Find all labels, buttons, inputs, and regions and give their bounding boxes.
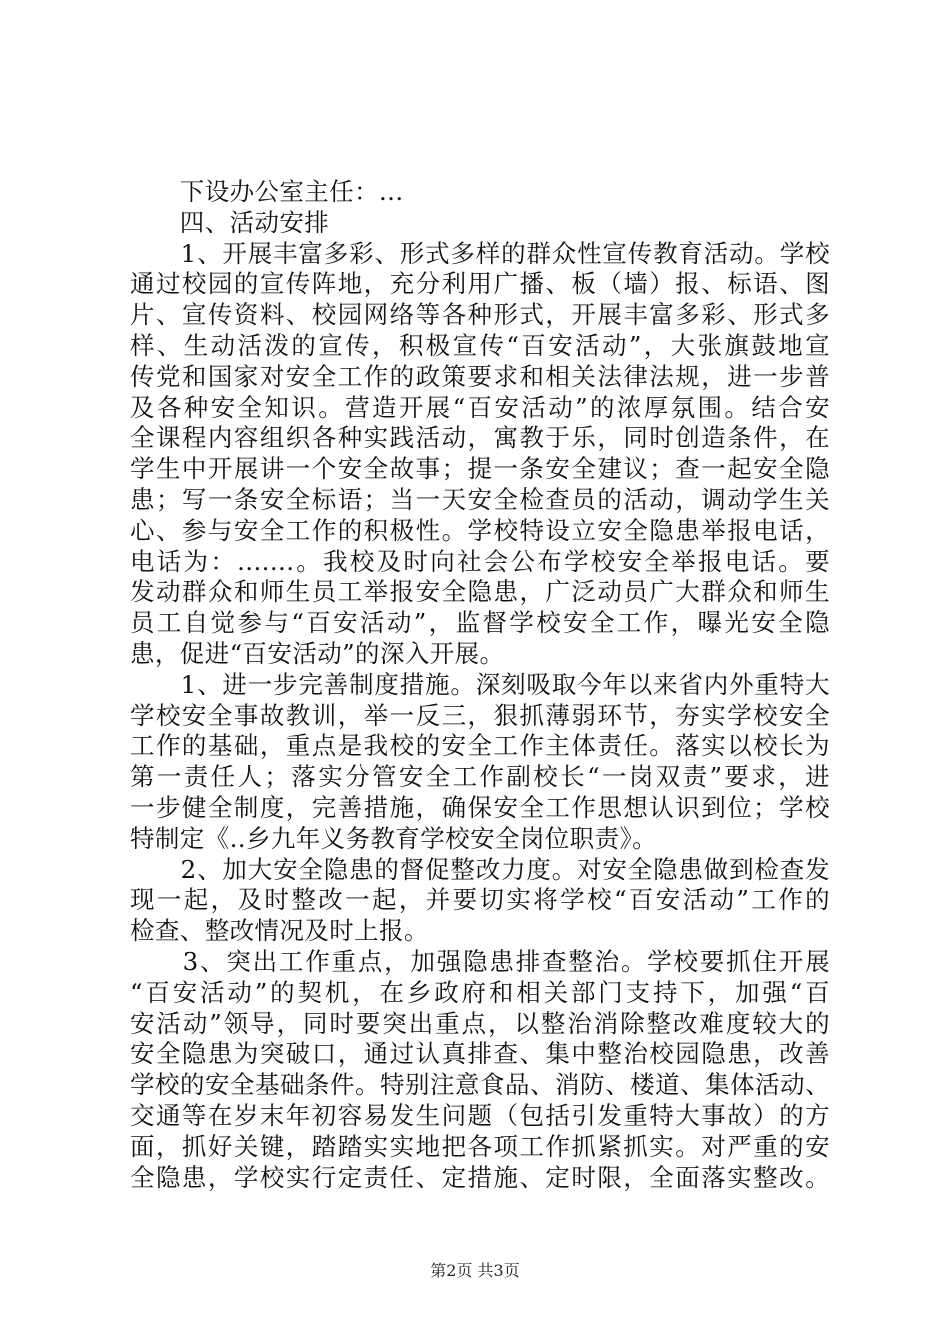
text-line: 1、进一步完善制度措施。深刻吸取今年以来省内外重特大 bbox=[130, 669, 830, 699]
text-line: 2、加大安全隐患的督促整改力度。对安全隐患做到检查发 bbox=[130, 854, 830, 884]
text-line: 学校的安全基础条件。特别注意食品、消防、楼道、集体活动、 bbox=[130, 1070, 830, 1100]
text-line: 交通等在岁末年初容易发生问题（包括引发重特大事故）的方 bbox=[130, 1100, 830, 1130]
text-line: 学校安全事故教训，举一反三，狠抓薄弱环节，夯实学校安全 bbox=[130, 700, 830, 730]
text-line: 四、活动安排 bbox=[130, 207, 330, 237]
text-line: 传党和国家对安全工作的政策要求和相关法律法规，进一步普 bbox=[130, 361, 830, 391]
text-line: 面，抓好关键，踏踏实实地把各项工作抓紧抓实。对严重的安 bbox=[130, 1131, 830, 1161]
text-line: “百安活动”的契机，在乡政府和相关部门支持下，加强“百 bbox=[130, 977, 830, 1007]
text-line: 现一起，及时整改一起，并要切实将学校“百安活动”工作的 bbox=[130, 885, 830, 915]
text-line: 一步健全制度，完善措施，确保安全工作思想认识到位；学校 bbox=[130, 792, 830, 822]
text-line: 3、突出工作重点，加强隐患排查整治。学校要抓住开展 bbox=[130, 946, 830, 976]
text-line: 样、生动活泼的宣传，积极宣传“百安活动”，大张旗鼓地宣 bbox=[130, 330, 830, 360]
text-line: 特制定《..乡九年义务教育学校安全岗位职责》。 bbox=[130, 823, 658, 853]
text-line: 全课程内容组织各种实践活动，寓教于乐，同时创造条件，在 bbox=[130, 423, 830, 453]
text-line: 员工自觉参与“百安活动”，监督学校安全工作，曝光安全隐 bbox=[130, 608, 830, 638]
text-line: 安活动”领导，同时要突出重点，以整治消除整改难度较大的 bbox=[130, 1008, 830, 1038]
text-line: 心、参与安全工作的积极性。学校特设立安全隐患举报电话， bbox=[130, 515, 830, 545]
document-body bbox=[130, 177, 830, 1193]
text-line: 患；写一条安全标语；当一天安全检查员的活动，调动学生关 bbox=[130, 484, 830, 514]
text-line: 全隐患，学校实行定责任、定措施、定时限，全面落实整改。 bbox=[130, 1162, 830, 1192]
text-line: 工作的基础，重点是我校的安全工作主体责任。落实以校长为 bbox=[130, 731, 830, 761]
text-line: 学生中开展讲一个安全故事；提一条安全建议；查一起安全隐 bbox=[130, 454, 830, 484]
text-line: 安全隐患为突破口，通过认真排查、集中整治校园隐患，改善 bbox=[130, 1039, 830, 1069]
text-line: 患，促进“百安活动”的深入开展。 bbox=[130, 638, 505, 668]
text-line: 第一责任人；落实分管安全工作副校长“一岗双责”要求，进 bbox=[130, 762, 830, 792]
text-line: 片、宣传资料、校园网络等各种形式，开展丰富多彩、形式多 bbox=[130, 300, 830, 330]
text-line: 电话为：.......。我校及时向社会公布学校安全举报电话。要 bbox=[130, 546, 830, 576]
text-line: 发动群众和师生员工举报安全隐患，广泛动员广大群众和师生 bbox=[130, 577, 830, 607]
text-line: 通过校园的宣传阵地，充分利用广播、板（墙）报、标语、图 bbox=[130, 269, 830, 299]
text-line: 检查、整改情况及时上报。 bbox=[130, 916, 429, 946]
page-footer: 第2页 共3页 bbox=[430, 1261, 520, 1280]
text-line: 及各种安全知识。营造开展“百安活动”的浓厚氛围。结合安 bbox=[130, 392, 830, 422]
text-line: 1、开展丰富多彩、形式多样的群众性宣传教育活动。学校 bbox=[130, 238, 830, 268]
text-line: 下设办公室主任：... bbox=[130, 177, 404, 206]
